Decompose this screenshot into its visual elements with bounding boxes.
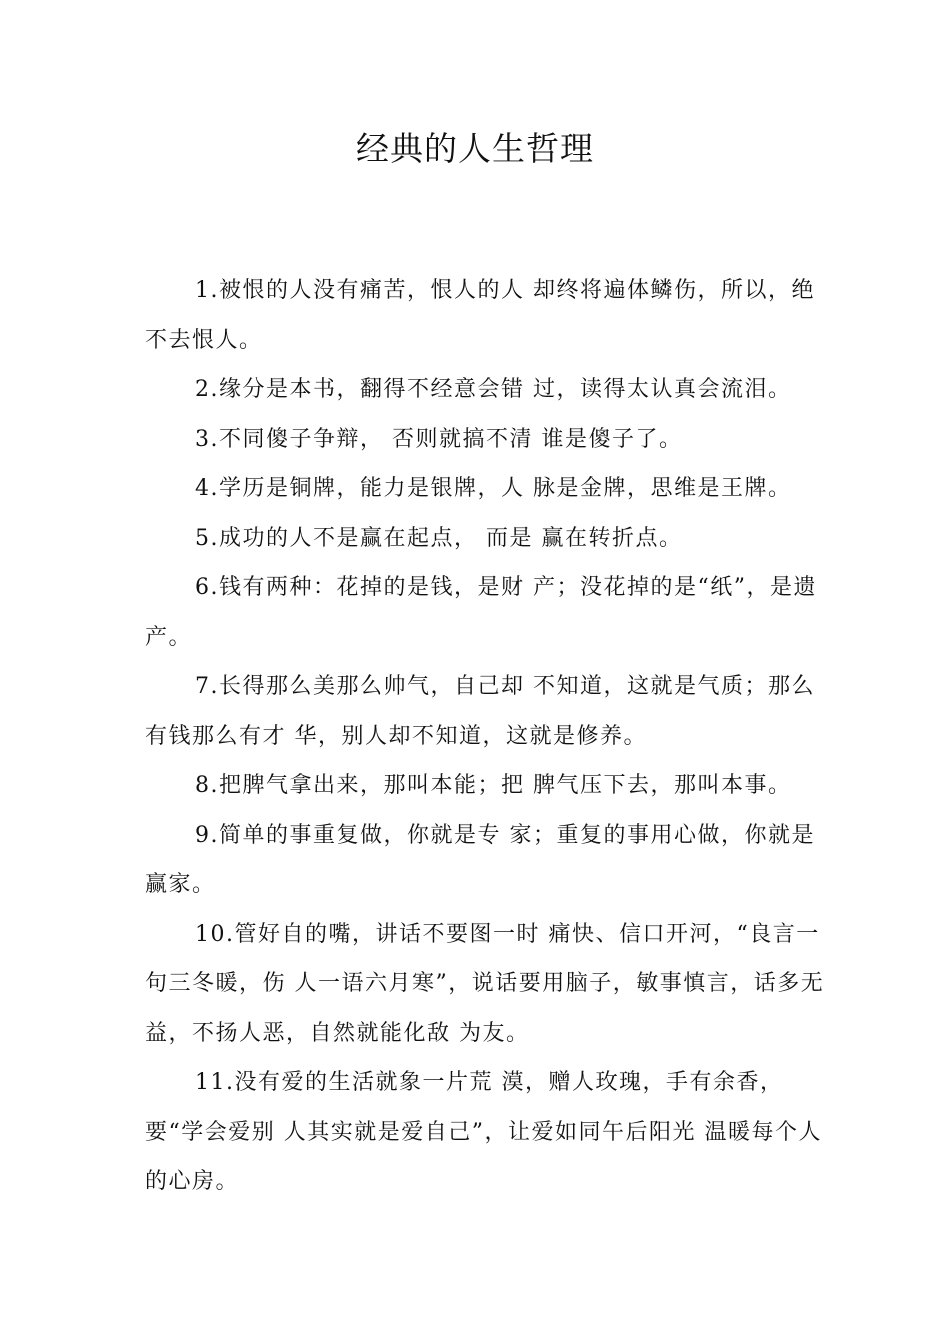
paragraph-8: 8.把脾气拿出来，那叫本能；把 脾气压下去，那叫本事。: [195, 773, 792, 798]
paragraph-6: 6.钱有两种：花掉的是钱，是财 产；没花掉的是“纸”，是遗产。: [145, 575, 817, 650]
paragraph-4: 4.学历是铜牌，能力是银牌，人 脉是金牌，思维是王牌。: [195, 476, 792, 501]
paragraph-9: 9.简单的事重复做，你就是专 家；重复的事用心做，你就是赢家。: [145, 822, 815, 897]
paragraph-2: 2.缘分是本书，翻得不经意会错 过，读得太认真会流泪。: [195, 377, 792, 402]
paragraph-1: 1.被恨的人没有痛苦，恨人的人 却终将遍体鳞伤，所以，绝不去恨人。: [145, 278, 815, 353]
paragraph-3: 3.不同傻子争辩， 否则就搞不清 谁是傻子了。: [195, 426, 683, 452]
paragraph-7: 7.长得那么美那么帅气，自己却 不知道，这就是气质；那么有钱那么有才 华，别人却不知道，这就是修养。: [145, 674, 815, 749]
document-title: 经典的人生哲理: [356, 129, 594, 168]
paragraph-11: 11.没有爱的生活就象一片荒 漠，赠人玫瑰，手有余香，要“学会爱别 人其实就是爱自己”，让爱如同午后阳光 温暖每个人的心房。: [145, 1070, 822, 1194]
paragraph-10: 10.管好自的嘴，讲话不要图一时 痛快、信口开河，“良言一句三冬暖，伤 人一语六月寒”，说话要用脑子，敏事慎言，话多无益，不扬人恶，自然就能化敌 为友。: [145, 921, 825, 1046]
paragraph-5: 5.成功的人不是赢在起点， 而是 赢在转折点。: [195, 525, 683, 551]
document-body: [145, 266, 825, 1207]
